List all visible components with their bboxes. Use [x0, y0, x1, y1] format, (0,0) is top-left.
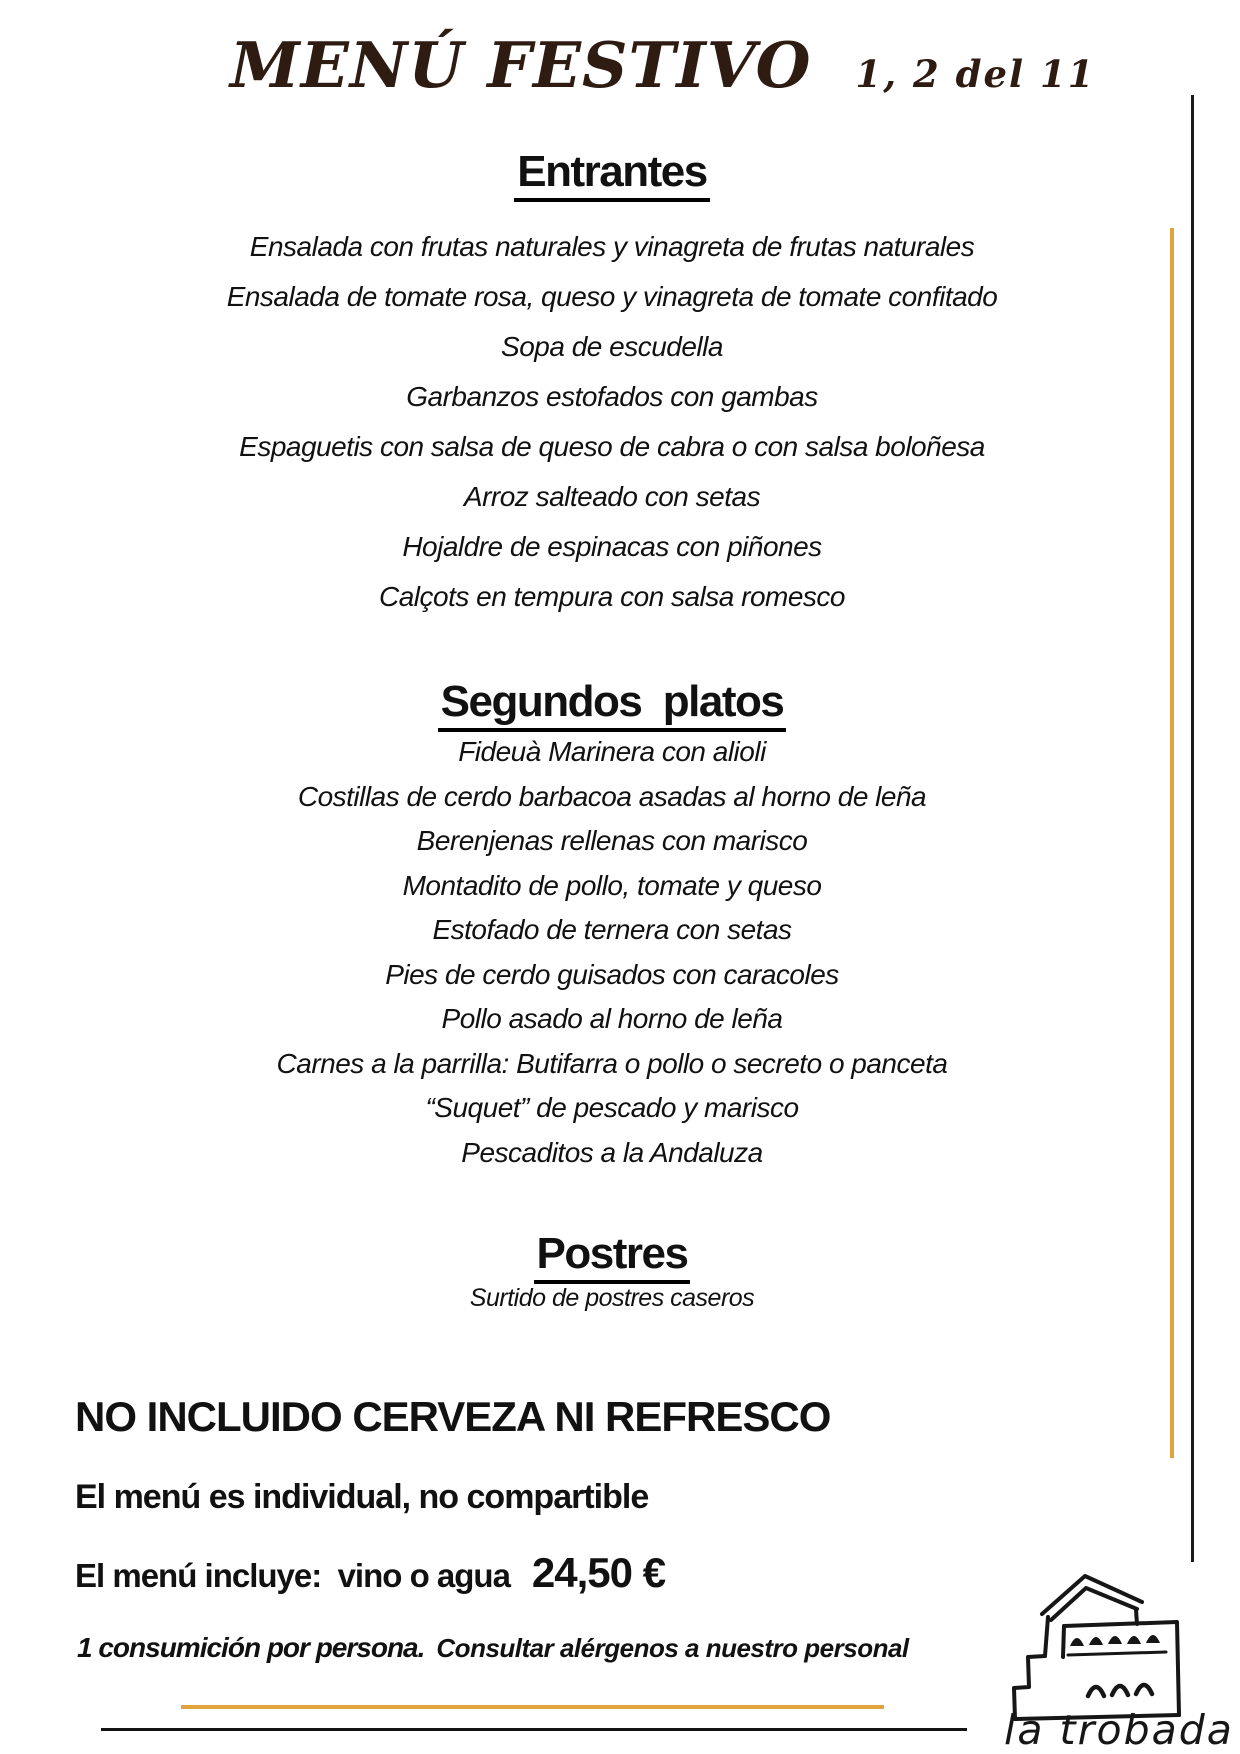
notice-includes [75, 1549, 665, 1600]
menu-item: Surtido de postres caseros [469, 1284, 755, 1312]
section-heading-entrantes [0, 147, 1224, 197]
menu-title-row [230, 28, 1095, 102]
menu-item: Carnes a la parrilla: Butifarra o pollo o secreto o panceta [276, 1047, 948, 1079]
menu-item: Pies de cerdo guisados con caracoles [385, 958, 839, 990]
section-heading-entrantes-text: Entrantes [514, 147, 709, 202]
building-sketch-icon [1014, 1576, 1179, 1719]
menu-item: Sopa de escudella [501, 331, 723, 362]
menu-item: Hojaldre de espinacas con piñones [402, 531, 822, 562]
menu-item: Pescaditos a la Andaluza [461, 1136, 763, 1168]
notice-no-included: NO INCLUIDO CERVEZA NI REFRESCO [75, 1393, 831, 1440]
menu-price: 24,50 € [531, 1549, 666, 1596]
section-heading-postres [0, 1229, 1224, 1279]
section-items-segundos [0, 730, 1224, 1175]
menu-date: 1, 2 del 11 [855, 52, 1096, 96]
menu-item: Pollo asado al horno de leña [441, 1003, 783, 1034]
notice-individual: El menú es individual, no compartible [75, 1478, 649, 1516]
notice-includes-label: El menú incluye: vino o agua [75, 1557, 510, 1594]
menu-item: Arroz salteado con setas [463, 481, 761, 512]
footer-orange-rule [181, 1705, 884, 1709]
menu-item: Ensalada de tomate rosa, queso y vinagreta de tomate confitado [226, 281, 998, 312]
notice-consumicion [77, 1630, 909, 1666]
logo-windows-icon [1070, 1635, 1160, 1646]
notice-consumicion-text: 1 consumición por persona. [77, 1632, 425, 1663]
menu-item: Montadito de pollo, tomate y queso [402, 869, 822, 901]
section-heading-segundos-text: Segundos platos [438, 677, 787, 732]
menu-item: Calçots en tempura con salsa romesco [379, 581, 845, 612]
menu-item: Berenjenas rellenas con marisco [416, 825, 808, 856]
menu-item: Espaguetis con salsa de queso de cabra o con salsa boloñesa [239, 431, 985, 462]
section-items-entrantes [0, 222, 1224, 622]
section-items-postres [0, 1281, 1224, 1315]
menu-item: Fideuà Marinera con alioli [458, 736, 766, 767]
menu-item: Garbanzos estofados con gambas [406, 381, 818, 412]
menu-item: Estofado de ternera con setas [432, 914, 792, 945]
footer-black-rule [101, 1728, 967, 1731]
menu-item: Ensalada con frutas naturales y vinagreta de frutas naturales [249, 231, 975, 262]
logo-wordmark: la trobada [1004, 1706, 1234, 1754]
menu-title: MENÚ FESTIVO [230, 28, 812, 102]
la-trobada-logo [988, 1568, 1240, 1754]
menu-item: Costillas de cerdo barbacoa asadas al horno de leña [297, 780, 927, 812]
menu-item: “Suquet” de pescado y marisco [425, 1092, 799, 1123]
section-heading-postres-text: Postres [534, 1229, 691, 1284]
notice-alergenos-text: Consultar alérgenos a nuestro personal [436, 1633, 909, 1663]
section-heading-segundos [0, 677, 1224, 727]
